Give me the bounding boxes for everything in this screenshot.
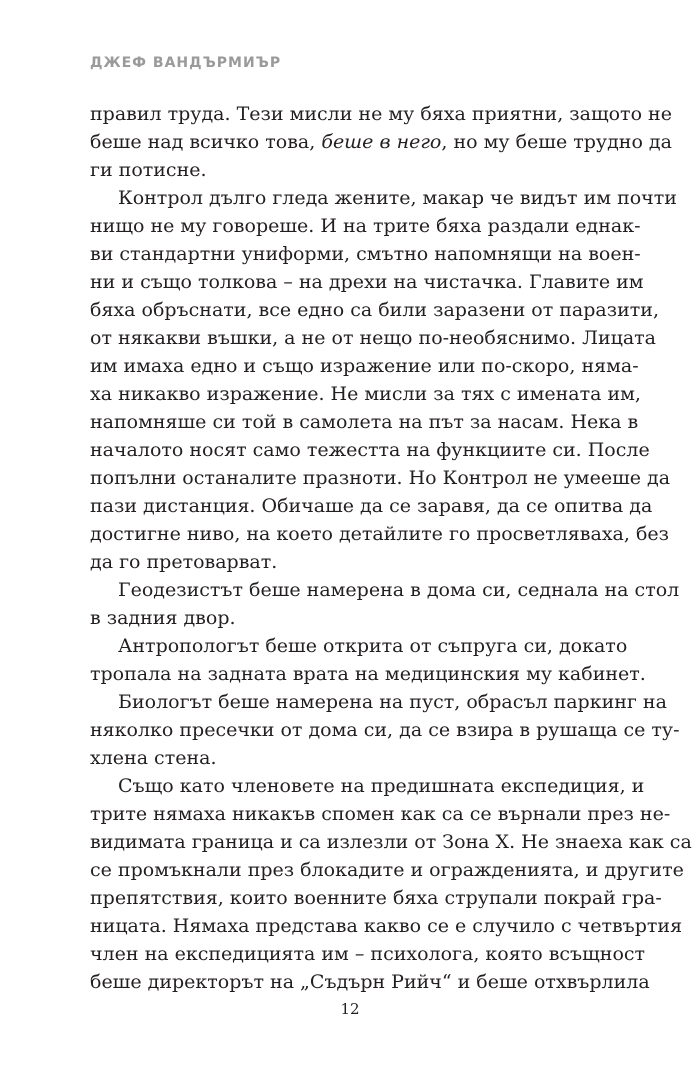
- text-line: напомняше си той в самолета на път за насам. Нека в: [90, 411, 639, 433]
- text-run: беше над всичко това,: [90, 131, 322, 153]
- text-line: няколко пресечки от дома си, да се взира в рушаща се ту-: [90, 719, 680, 741]
- text-line: да го претоварват.: [90, 551, 278, 573]
- text-run: , но му беше трудно да: [441, 131, 672, 153]
- paragraph-first-line: Също като членовете на предишната експедиция, и: [118, 775, 645, 797]
- page-number: 12: [340, 1000, 360, 1018]
- text-line: ха никакво изражение. Не мисли за тях с имената им,: [90, 383, 641, 405]
- text-line: видимата граница и са излезли от Зона Х. Не знаеха как са: [90, 831, 692, 853]
- text-line: тропала на задната врата на медицинския му кабинет.: [90, 663, 646, 685]
- text-line: бяха обръснати, все едно са били заразени от паразити,: [90, 299, 659, 321]
- text-line: ги потисне.: [90, 159, 207, 181]
- text-line: [90, 128, 672, 156]
- paragraph-first-line: Биологът беше намерена на пуст, обрасъл паркинг на: [118, 691, 667, 713]
- text-line: се промъкнали през блокадите и огражденията, и другите: [90, 859, 684, 881]
- text-line: трите нямаха никакъв спомен как са се върнали през не-: [90, 803, 671, 825]
- paragraph-first-line: Геодезистът беше намерена в дома си, седнала на стол: [118, 579, 680, 601]
- text-line: хлена стена.: [90, 747, 217, 769]
- emphasis-text: беше в него: [321, 131, 442, 153]
- paragraph-first-line: Антропологът беше открита от съпруга си, докато: [118, 635, 628, 657]
- text-line: достигне ниво, на което детайлите го просветляваха, без: [90, 523, 669, 545]
- text-line: ницата. Нямаха представа какво се е случило с четвъртия: [90, 915, 683, 937]
- text-line: в задния двор.: [90, 607, 236, 629]
- paragraph-first-line: Контрол дълго гледа жените, макар че видът им почти: [118, 187, 677, 209]
- text-line: беше директорът на „Съдърн Рийч“ и беше отхвърлила: [90, 971, 650, 993]
- text-line: пази дистанция. Обичаше да се заравя, да се опитва да: [90, 495, 653, 517]
- text-line: началото носят само тежестта на функциите си. После: [90, 439, 650, 461]
- text-line: препятствия, които военните бяха струпали покрай гра-: [90, 887, 662, 909]
- text-line: ви стандартни униформи, смътно напомнящи на воен-: [90, 243, 641, 265]
- text-line: ни и също толкова – на дрехи на чистачка. Главите им: [90, 271, 644, 293]
- running-header: ДЖЕФ ВАНДЪРМИЪР: [90, 55, 282, 71]
- text-line: попълни останалите празноти. Но Контрол не умееше да: [90, 467, 671, 489]
- text-line: нищо не му говореше. И на трите бяха раздали еднак-: [90, 215, 641, 237]
- text-line: от някакви въшки, а не от нещо по-необяснимо. Лицата: [90, 327, 657, 349]
- text-line: им имаха едно и също изражение или по-скоро, няма-: [90, 355, 639, 377]
- text-line: член на експедицията им – психолога, която всъщност: [90, 943, 646, 965]
- text-line: правил труда. Тези мисли не му бяха приятни, защото не: [90, 103, 672, 125]
